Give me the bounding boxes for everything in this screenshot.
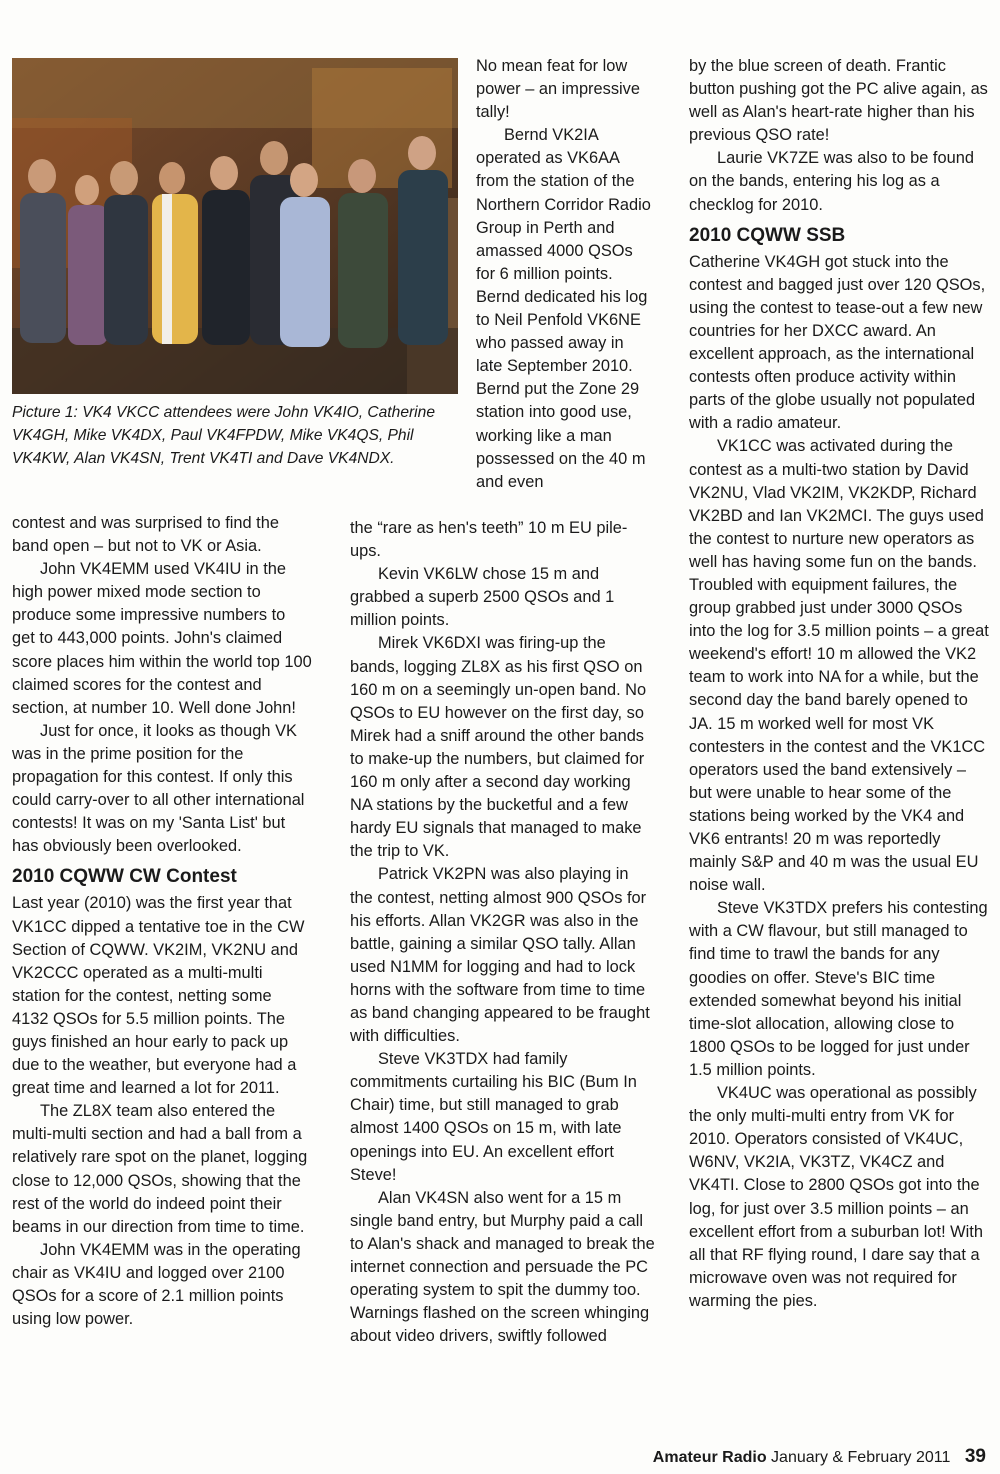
paragraph: Laurie VK7ZE was also to be found on the bands, entering his log as a checklog for 2010. xyxy=(689,149,974,214)
page-number: 39 xyxy=(964,1446,986,1467)
paragraph: Alan VK4SN also went for a 15 m single band entry, but Murphy paid a call to Alan's shack and managed to break the internet connection and persuade the PC operating system to spit the dummy too. Warnings flashed on the screen whinging about video drivers, swiftly followed xyxy=(350,1188,655,1346)
paragraph: Steve VK3TDX had family commitments curtailing his BIC (Bum In Chair) time, but still managed to grab almost 1400 QSOs on 15 m, with late openings into EU. An excellent effort Steve! xyxy=(350,1050,637,1184)
section-heading-cw: 2010 CQWW CW Contest xyxy=(12,866,237,888)
paragraph: Bernd VK2IA operated as VK6AA from the station of the Northern Corridor Radio Group in Perth and amassed 4000 QSOs for 6 million points. Bernd dedicated his log to Neil Penfold VK6NE who passed away in late September 2010. Bernd put the Zone 29 station into good use, working like a man possessed on the 40 m and even xyxy=(476,126,651,491)
group-photo xyxy=(12,58,458,394)
paragraph: Just for once, it looks as though VK was in the prime position for the propagation for this contest. If only this could carry-over to all other international contests! It was on my 'Santa List' but has obviously been overlooked. xyxy=(12,721,305,856)
column-3 xyxy=(689,55,992,1313)
paragraph: Kevin VK6LW chose 15 m and grabbed a superb 2500 QSOs and 1 million points. xyxy=(350,565,615,630)
paragraph: Catherine VK4GH got stuck into the contest and bagged just over 120 QSOs, using the contest to tease-out a few new countries for her DXCC award. An excellent approach, as the international contests often produce activity within parts of the globe usually not populated with a radio amateur. xyxy=(689,252,986,433)
paragraph: No mean feat for low power – an impressive tally! xyxy=(476,57,640,122)
issue-date: January & February 2011 xyxy=(771,1449,951,1466)
paragraph: by the blue screen of death. Frantic button pushing got the PC alive again, as well as Alan's heart-rate higher than his previous QSO rate! xyxy=(689,57,988,145)
group-photo-illustration xyxy=(12,58,458,394)
paragraph: VK4UC was operational as possibly the only multi-multi entry from VK for 2010. Operators consisted of VK4UC, W6NV, VK2IA, VK3TZ, VK4CZ and VK4TI. Close to 2800 QSOs got into the log, for just over 3.5 million points – an excellent effort from a suburban lot! With all that RF flying round, I dare say that a microwave oven was not required for warming the pies. xyxy=(689,1084,983,1310)
paragraph: John VK4EMM was in the operating chair as VK4IU and logged over 2100 QSOs for a score of 2.1 million points using low power. xyxy=(12,1240,301,1329)
column-2 xyxy=(350,517,655,1348)
paragraph: Mirek VK6DXI was firing-up the bands, logging ZL8X as his first QSO on 160 m on a seemingly un-open band. No QSOs to EU however on the first day, so Mirek had a sniff around the other bands to make-up the numbers, but claimed for 160 m only after a second day working NA stations by the bucketful and a few hardy EU signals that managed to make the trip to VK. xyxy=(350,634,647,861)
paragraph: Steve VK3TDX prefers his contesting with a CW flavour, but still managed to find time to trawl the bands for any goodies on offer. Steve's BIC time extended somewhat beyond his initial time-slot allocation, allowing close to 1800 QSOs to be logged for just under 1.5 million points. xyxy=(689,899,988,1079)
column-1 xyxy=(12,512,312,1331)
paragraph: The ZL8X team also entered the multi-multi section and had a ball from a relatively rare spot on the planet, logging close to 12,000 QSOs, showing that the rest of the world do indeed point their beams in our direction from time to time. xyxy=(12,1102,308,1236)
photo-caption: Picture 1: VK4 VKCC attendees were John VK4IO, Catherine VK4GH, Mike VK4DX, Paul VK4FPDW, Mike VK4QS, Phil VK4KW, Alan VK4SN, Trent VK4TI and Dave VK4NDX. xyxy=(12,404,435,467)
paragraph: contest and was surprised to find the band open – but not to VK or Asia. xyxy=(12,514,279,556)
paragraph: the “rare as hen's teeth” 10 m EU pile-ups. xyxy=(350,519,628,561)
magazine-name: Amateur Radio xyxy=(652,1449,767,1466)
column-2-top xyxy=(476,55,654,494)
paragraph: John VK4EMM used VK4IU in the high power mixed mode section to produce some impressive numbers to get to 443,000 points. John's claimed score places him within the world top 100 claimed scores for the contest and section, at number 10. Well done John! xyxy=(12,560,312,717)
paragraph: Last year (2010) was the first year that VK1CC dipped a tentative toe in the CW Section of CQWW. VK2IM, VK2NU and VK2CCC operated as a multi-multi station for the contest, netting some 4132 QSOs for 5.5 million points. The guys finished an hour early to pack up due to the weather, but everyone had a great time and learned a lot for 2011. xyxy=(12,894,305,1098)
paragraph: Patrick VK2PN was also playing in the contest, netting almost 900 QSOs for his efforts. Allan VK2GR was also in the battle, gaining a similar QSO tally. Allan used N1MM for logging and had to lock horns with the software from time to time as band changing appeared to be fraught with difficulties. xyxy=(350,865,650,1046)
section-heading-ssb: 2010 CQWW SSB xyxy=(689,224,846,246)
paragraph: VK1CC was activated during the contest as a multi-two station by David VK2NU, Vlad VK2IM, VK2KDP, Richard VK2BD and Ian VK2MCI. The guys used the contest to nurture new operators as well has having some fun on the bands. Troubled with equipment failures, the group grabbed just under 3000 QSOs into the log for 3.5 million points – a great weekend's effort! 10 m allowed the VK2 team to work into NA for a while, but the second day the band barely opened to JA. 15 m worked well for most VK contesters in the contest and the VK1CC operators used the band extensively – but were unable to hear some of the stations being worked by the VK4 and VK6 entrants! 20 m was reportedly mainly S&P and 40 m was the usual EU noise wall. xyxy=(689,437,989,895)
page-footer xyxy=(653,1446,986,1469)
